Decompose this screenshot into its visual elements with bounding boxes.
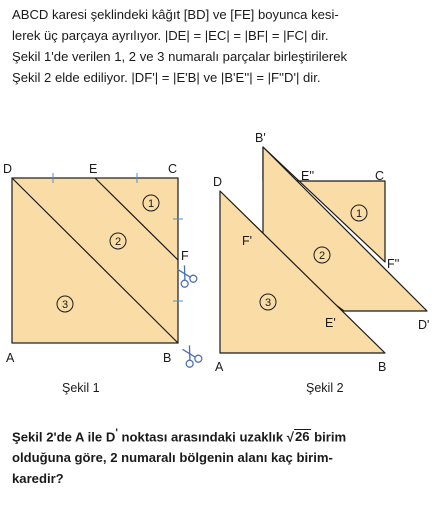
vertex-label-d: D [3, 162, 13, 176]
vertex-label-d: D [213, 175, 223, 189]
problem-line: Şekil 2 elde ediliyor. |DF'| = |E'B| ve |B'E''| = |F''D'| dir. [12, 70, 321, 85]
question-line: karedir? [12, 471, 64, 487]
region-1-label: 1 [147, 198, 155, 210]
vertex-label-b: B [378, 360, 387, 374]
region-3-label: 3 [264, 297, 272, 309]
figure-2-caption: Şekil 2 [306, 381, 344, 395]
vertex-label-f-double-prime: F'' [387, 257, 400, 271]
question-line: olduğuna göre, 2 numaralı bölgenin alanı kaç birim- [12, 450, 333, 466]
prime-mark: ' [115, 427, 118, 439]
scissors-icon [179, 343, 203, 368]
region-2-label: 2 [114, 236, 122, 248]
figure-1 [3, 162, 203, 395]
vertex-label-d-prime: D' [418, 318, 430, 332]
question-text: Şekil 2'de A ile D [12, 429, 116, 445]
vertex-label-e-double-prime: E'' [301, 169, 315, 183]
vertex-label-a: A [6, 351, 15, 365]
question-text: noktası arasındaki uzaklık [117, 429, 287, 445]
region-2-label: 2 [318, 250, 326, 262]
radicand: 26 [294, 429, 310, 445]
vertex-label-b: B [163, 351, 172, 365]
region-1-label: 1 [355, 208, 363, 220]
vertex-label-c: C [168, 162, 178, 176]
radical-sign: √ [286, 429, 294, 445]
vertex-label-e: E [89, 162, 98, 176]
figure-1-caption: Şekil 1 [62, 381, 100, 395]
question-text: birim [310, 429, 347, 445]
region-3-label: 3 [61, 299, 69, 311]
question [12, 423, 436, 489]
problem-line: lerek üç parçaya ayrılıyor. |DE| = |EC| = |BF| = |FC| dir. [12, 28, 329, 43]
vertex-label-f: F [181, 249, 189, 263]
problem-line: ABCD karesi şeklindeki kâğıt [BD] ve [FE] boyunca kesi- [12, 7, 339, 22]
question-line [12, 423, 436, 447]
vertex-label-c: C [375, 169, 385, 183]
vertex-label-e-prime: E' [325, 316, 336, 330]
vertex-label-a: A [215, 360, 224, 374]
problem-line: Şekil 1'de verilen 1, 2 ve 3 numaralı parçalar birleştirilerek [12, 49, 348, 64]
vertex-label-b-prime: B' [255, 131, 266, 145]
figure-2 [213, 131, 429, 395]
vertex-label-f-prime: F' [242, 234, 253, 248]
